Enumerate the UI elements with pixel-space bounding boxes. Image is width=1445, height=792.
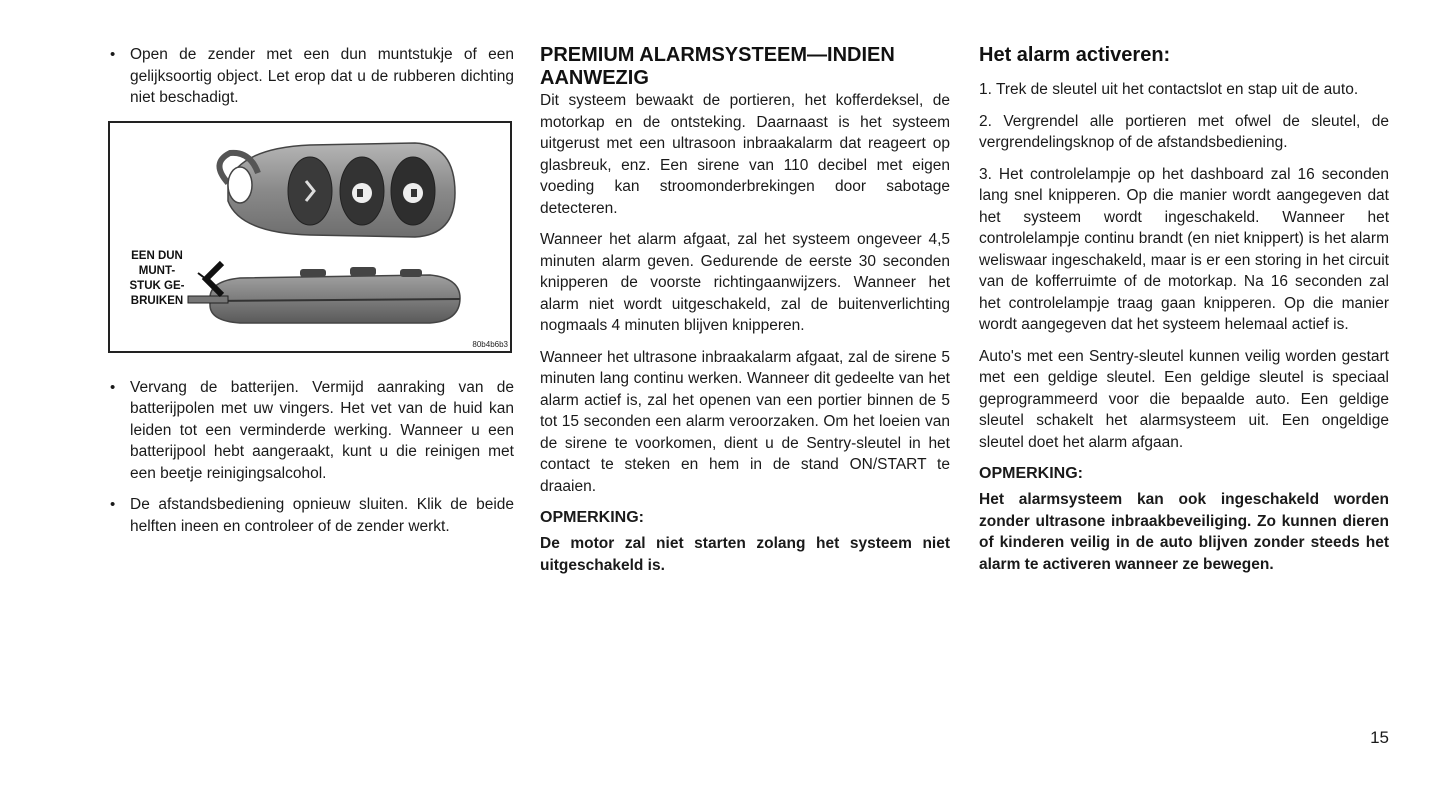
body-paragraph: Dit systeem bewaakt de portieren, het kofferdeksel, de motorkap en de ontsteking. Daarnaast is het systeem uitgerust met een ultrasoon inbraakalarm dat reageert op glasbreuk, enz. Een sirene van 110 decibel met eigen voeding kan stroomonderbrekingen door sabotage detecteren. xyxy=(540,92,950,217)
key-fob-illustration xyxy=(110,123,510,351)
bullet-item-close-remote xyxy=(106,494,514,537)
key-fob-figure xyxy=(108,121,512,353)
right-column xyxy=(979,44,1389,575)
left-column xyxy=(106,44,514,547)
note-text: Het alarmsysteem kan ook ingeschakeld worden zonder ultrasone inbraakbeveiliging. Zo kunnen dieren of kinderen veilig in de auto blijven zonder steeds het alarm te activeren wanneer ze bewegen. xyxy=(979,491,1389,573)
body-paragraph: Wanneer het alarm afgaat, zal het systeem ongeveer 4,5 minuten alarm geven. Gedurende de eerste 30 seconden knipperen de voorste richtingaanwijzers. Wanneer het alarm niet wordt uitgeschakeld, zal de buitenverlichting nogmaals 4 minuten blijven knipperen. xyxy=(540,231,950,334)
section-heading-activate-alarm: Het alarm activeren: xyxy=(979,44,1171,66)
figure-code: 80b4b6b3 xyxy=(472,339,508,349)
bullet-item-replace-batteries xyxy=(106,377,514,485)
middle-column xyxy=(540,44,950,576)
step-item: 2. Vergrendel alle portieren met ofwel de sleutel, de vergrendelingsknop of de afstandsbediening. xyxy=(979,112,1389,151)
bullet-dot: • xyxy=(110,496,116,513)
page-number: 15 xyxy=(1370,728,1389,747)
bullet-dot: • xyxy=(110,46,116,63)
body-paragraph: Wanneer het ultrasone inbraakalarm afgaat, zal de sirene 5 minuten lang continu werken. Wanneer dit gedeelte van het alarm actief is, zal het openen van een portier binnen de 5 tot 15 seconden een alarm veroorzaken. Om het loeien van de sirene te voorkomen, dient u de Sentry-sleutel in het contact te steken en hem in de stand ON/START te draaien. xyxy=(540,348,950,495)
bullet-item-open-transmitter xyxy=(106,44,514,109)
section-heading-premium-alarm: PREMIUM ALARMSYSTEEM—INDIEN AANWEZIG xyxy=(540,44,895,89)
body-paragraph: Auto's met een Sentry-sleutel kunnen veilig worden gestart met een geldige sleutel. Een geldige sleutel is speciaal geprogrammeerd voor die bepaalde auto. Een geldige sleutel schakelt het alarmsysteem uit. Een ongeldige sleutel doet het alarm afgaan. xyxy=(979,347,1389,451)
figure-label: EEN DUN MUNT- STUK GE- BRUIKEN xyxy=(129,249,185,307)
bullet-text: Open de zender met een dun muntstukje of een gelijksoortig object. Let erop dat u de rubberen dichting niet beschadigt. xyxy=(130,46,514,106)
bullet-dot: • xyxy=(110,378,116,396)
note-text: De motor zal niet starten zolang het systeem niet uitgeschakeld is. xyxy=(540,535,950,574)
bullet-text: Vervang de batterijen. Vermijd aanraking van de batterijpolen met uw vingers. Het vet van de huid kan leiden tot een verminderde werking. Wanneer u een batterijpool hebt aangeraakt, kunt u die reinigen met een beetje reinigingsalcohol. xyxy=(130,378,514,482)
step-item: 3. Het controlelampje op het dashboard zal 16 seconden lang snel knipperen. Op die manier wordt aangegeven dat het systeem wordt ingeschakeld. Wanneer het controlelampje continu brandt (en niet knippert) is het alarm weliswaar ingeschakeld, maar is er een storing in het circuit van de kofferruimte of de motorkap. Na 16 seconden zal het controlelampje traag gaan knipperen. Op die manier wordt aangegeven dat het systeem helemaal actief is. xyxy=(979,165,1389,333)
bullet-text: De afstandsbediening opnieuw sluiten. Klik de beide helften ineen en controleer of de zender werkt. xyxy=(130,496,514,535)
note-heading: OPMERKING: xyxy=(540,509,644,526)
note-heading: OPMERKING: xyxy=(979,465,1083,482)
step-item: 1. Trek de sleutel uit het contactslot en stap uit de auto. xyxy=(979,81,1359,98)
